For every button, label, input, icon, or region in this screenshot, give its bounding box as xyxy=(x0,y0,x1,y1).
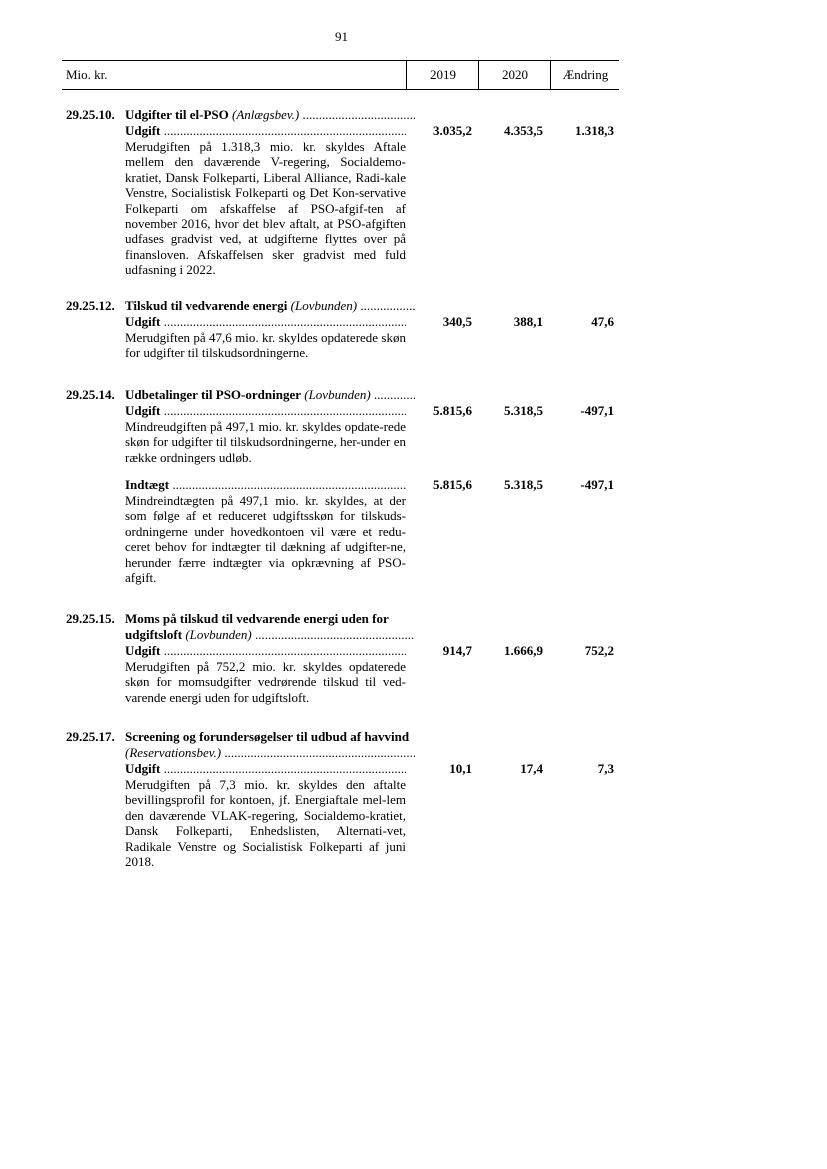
value-change: -497,1 xyxy=(580,403,614,418)
value-change: -497,1 xyxy=(580,477,614,492)
row-label: Indtægt ..... xyxy=(125,477,406,492)
row-label: Udgift ..... xyxy=(125,761,406,776)
row-label: Udgift ..... xyxy=(125,403,406,418)
value-2020: 388,1 xyxy=(513,314,543,329)
value-2020: 5.318,5 xyxy=(504,403,543,418)
title-bold: Udgifter til el-PSO xyxy=(125,107,229,122)
value-2019: 340,5 xyxy=(442,314,472,329)
account-title xyxy=(125,387,415,402)
value-2020: 4.353,5 xyxy=(504,123,543,138)
column-change: Ændring xyxy=(550,61,620,89)
unit-label: Mio. kr. xyxy=(66,67,108,82)
account-title xyxy=(125,611,415,626)
value-2019: 3.035,2 xyxy=(433,123,472,138)
title-italic: (Lovbunden) xyxy=(304,387,371,402)
amount-row xyxy=(125,314,625,329)
title-bold: udgiftsloft xyxy=(125,627,183,642)
title-italic: (Reservationsbev.) xyxy=(125,745,222,760)
value-2019: 5.815,6 xyxy=(433,403,472,418)
account-number: 29.25.10. xyxy=(66,107,115,122)
amount-row xyxy=(125,761,625,776)
title-bold: Screening og forundersøgelser til udbud af havvind xyxy=(125,729,410,744)
title-italic: (Lovbunden) xyxy=(290,298,358,313)
account-title xyxy=(125,729,495,744)
value-2020: 17,4 xyxy=(520,761,543,776)
explanation-text: Mindreindtægten på 497,1 mio. kr. skyldes, at der som følge af et reduceret udgiftsskøn for tilskuds-ordningerne under hovedkontoen vil være et redu-ceret behov for indtægter til dækning af udgifter-ne, herunder færre indtægter via opkrævning af PSO-afgift. xyxy=(125,493,406,586)
value-2019: 5.815,6 xyxy=(433,477,472,492)
table-header xyxy=(62,60,619,90)
account-number: 29.25.14. xyxy=(66,387,115,402)
explanation-text: Merudgiften på 47,6 mio. kr. skyldes opdaterede skøn for udgifter til tilskudsordningerne. xyxy=(125,330,406,361)
value-change: 7,3 xyxy=(597,761,614,776)
account-number: 29.25.17. xyxy=(66,729,115,744)
value-2019: 914,7 xyxy=(442,643,472,658)
amount-row xyxy=(125,403,625,418)
row-label: Udgift ..... xyxy=(125,314,406,329)
title-italic: (Lovbunden) xyxy=(185,627,252,642)
amount-row xyxy=(125,477,625,492)
account-title xyxy=(125,107,415,122)
value-change: 752,2 xyxy=(584,643,614,658)
value-2019: 10,1 xyxy=(449,761,472,776)
explanation-text: Merudgiften på 752,2 mio. kr. skyldes opdaterede skøn for momsudgifter vedrørende tilskud til ved-varende energi uden for udgiftsloft. xyxy=(125,659,406,705)
value-2020: 5.318,5 xyxy=(504,477,543,492)
account-number: 29.25.15. xyxy=(66,611,115,626)
account-title xyxy=(125,298,415,313)
column-2020: 2020 xyxy=(478,61,551,89)
account-title-line2 xyxy=(125,627,415,642)
amount-row xyxy=(125,123,625,138)
value-change: 47,6 xyxy=(591,314,614,329)
page-number: 91 xyxy=(335,29,348,44)
row-label: Udgift ..... xyxy=(125,643,406,658)
title-bold: Udbetalinger til PSO-ordninger xyxy=(125,387,301,402)
title-italic: (Anlægsbev.) xyxy=(232,107,300,122)
title-bold: Moms på tilskud til vedvarende energi uden for xyxy=(125,611,389,626)
value-change: 1.318,3 xyxy=(575,123,614,138)
title-bold: Tilskud til vedvarende energi xyxy=(125,298,288,313)
column-2019: 2019 xyxy=(406,61,479,89)
account-number: 29.25.12. xyxy=(66,298,115,313)
account-title-line2 xyxy=(125,745,415,760)
explanation-text: Merudgiften på 1.318,3 mio. kr. skyldes Aftale mellem den daværende V-regering, Socialdemo-kratiet, Dansk Folkeparti, Liberal Alliance, Radi-kale Venstre, Socialistisk Folkeparti og Det Kon-servative Folkeparti om afskaffelse af PSO-afgif-ten af november 2016, hvor det blev aftalt, at PSO-afgiften udfases gradvist ved, at udgifterne flyttes over på finansloven. Afskaffelsen sker gradvist med fuld udfasning i 2022. xyxy=(125,139,406,278)
value-2020: 1.666,9 xyxy=(504,643,543,658)
row-label: Udgift ..... xyxy=(125,123,406,138)
explanation-text: Merudgiften på 7,3 mio. kr. skyldes den aftalte bevillingsprofil for kontoen, jf. Energiaftale mel-lem den daværende VLAK-regering, Socialdemo-kratiet, Dansk Folkeparti, Enhedslisten, Alternati-vet, Radikale Venstre og Socialistisk Folkeparti af juni 2018. xyxy=(125,777,406,870)
explanation-text: Mindreudgiften på 497,1 mio. kr. skyldes opdate-rede skøn for udgifter til tilskudsordningerne, her-under en række ordningers udløb. xyxy=(125,419,406,465)
amount-row xyxy=(125,643,625,658)
